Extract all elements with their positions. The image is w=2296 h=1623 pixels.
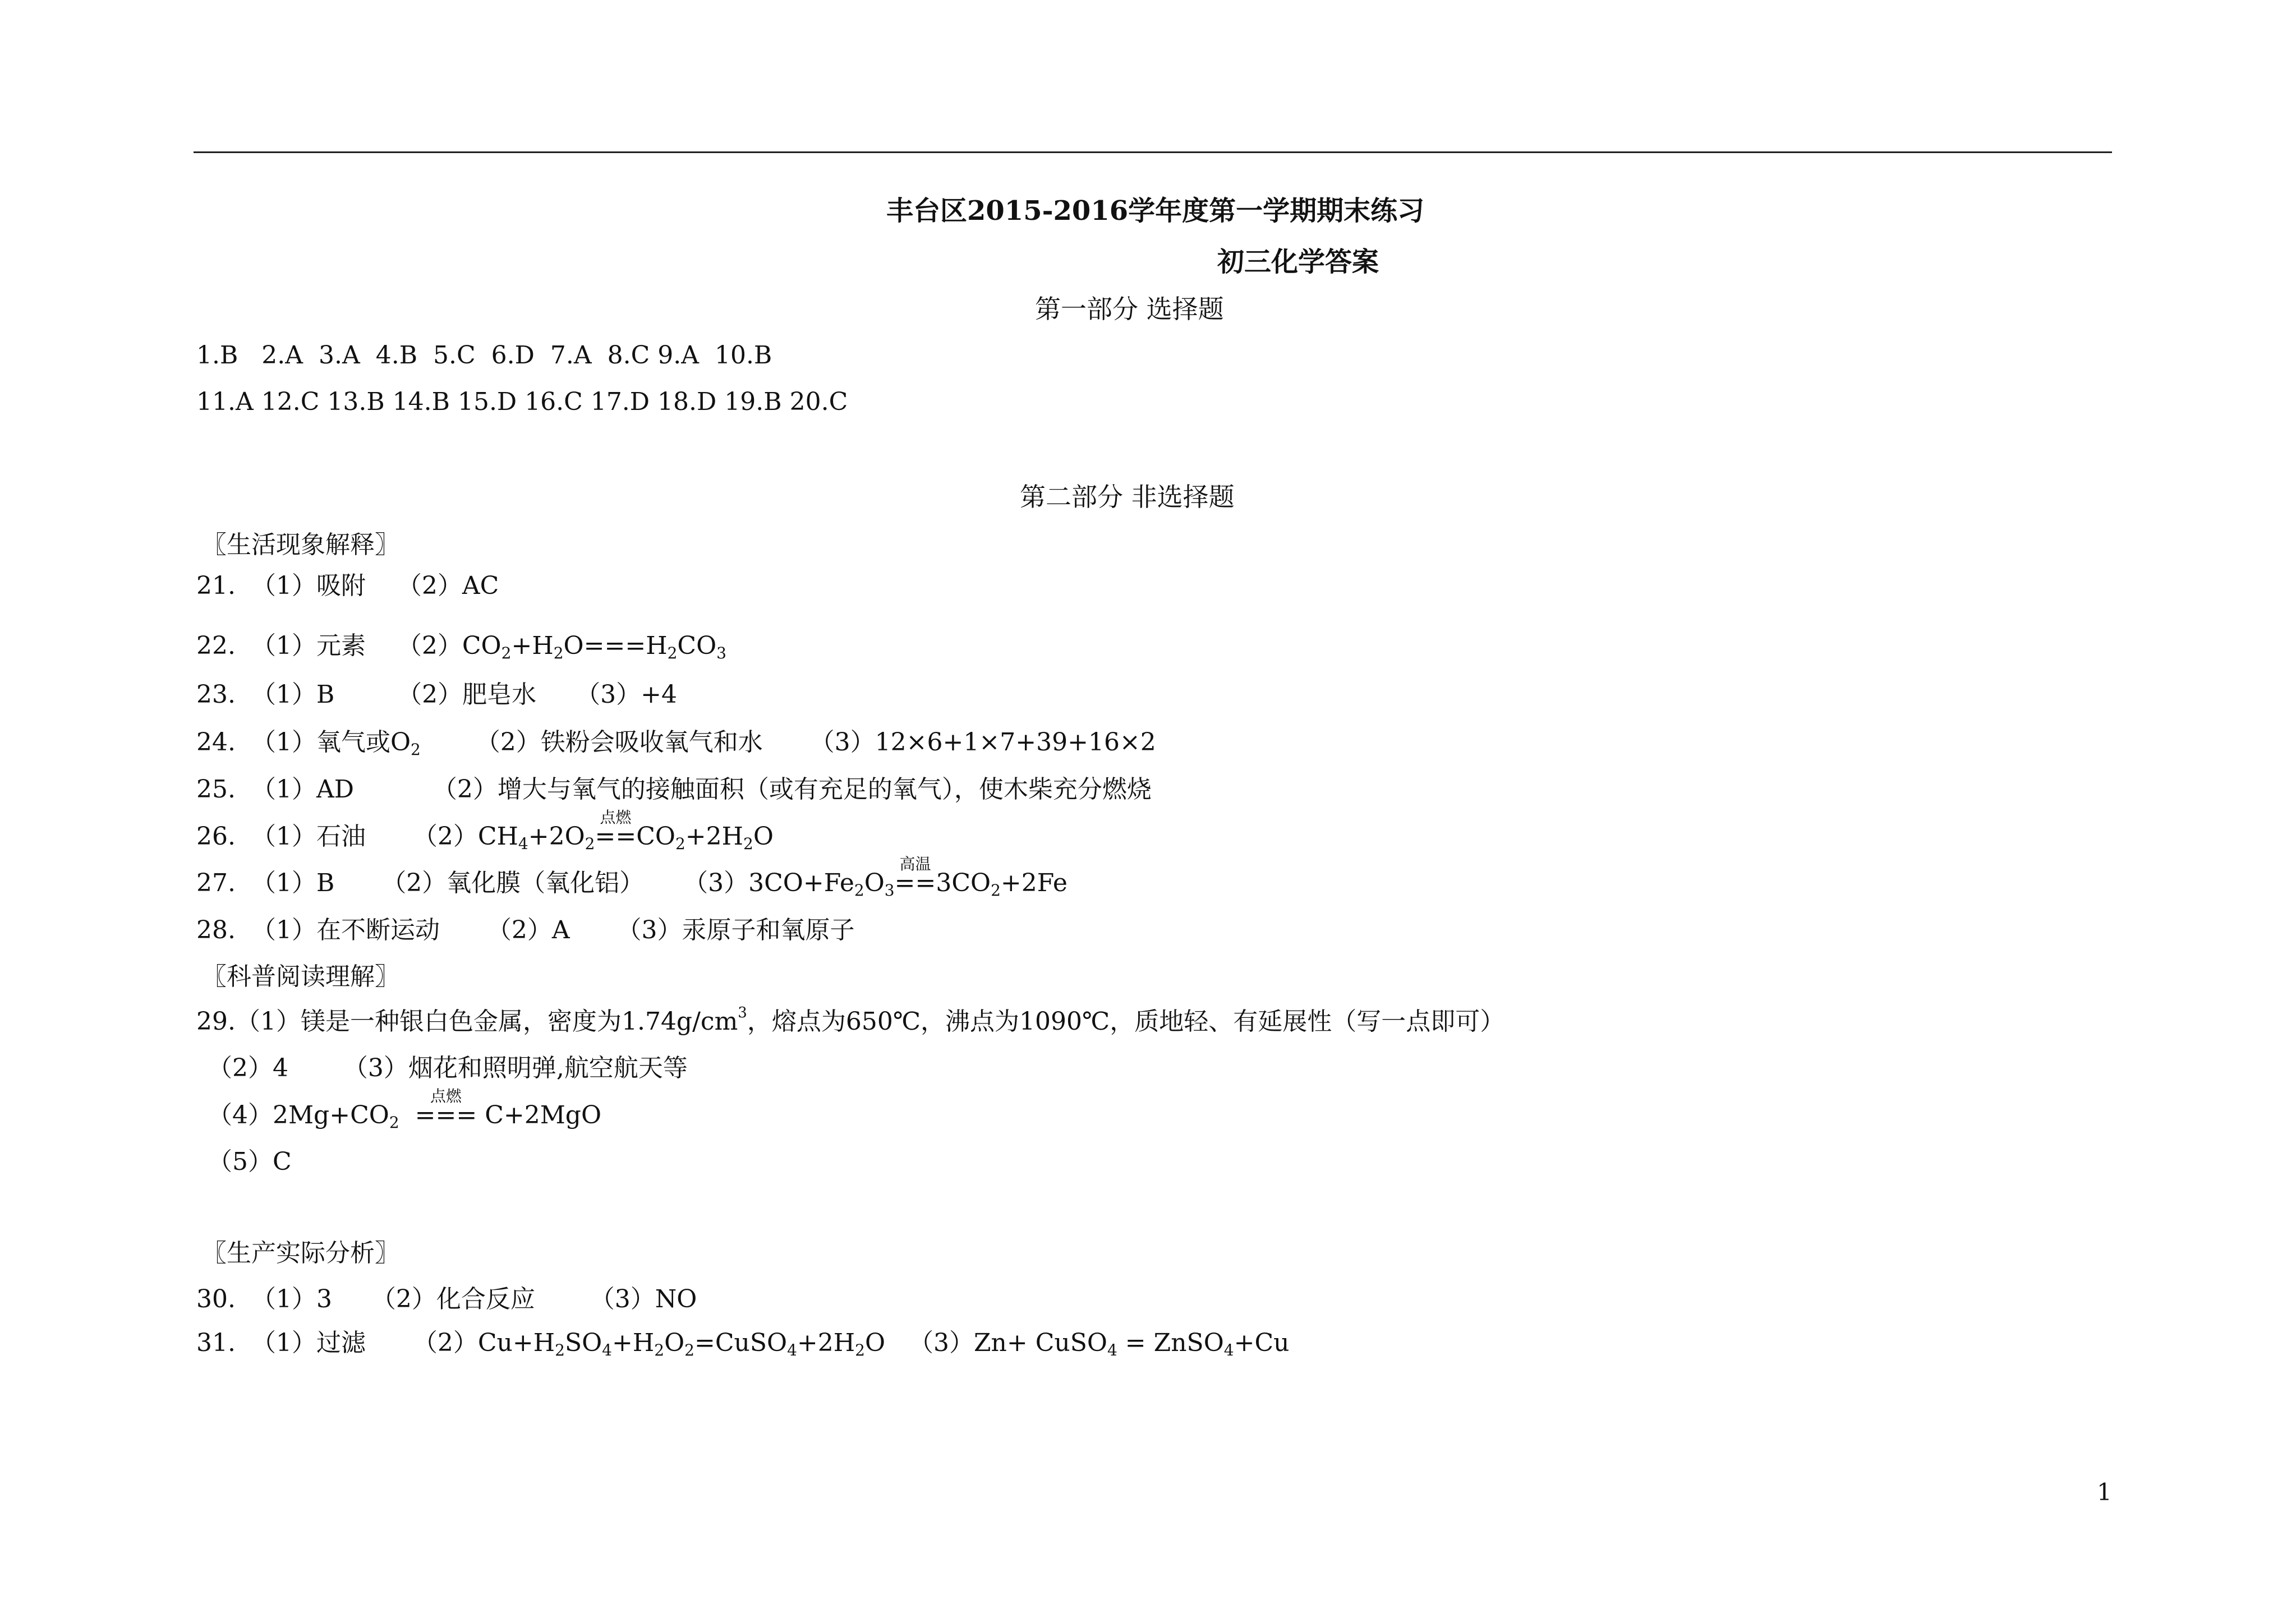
document-subtitle: 初三化学答案 xyxy=(1217,246,1379,278)
category-life-phenomena: 〖生活现象解释〗 xyxy=(202,531,399,559)
section-heading-part-one: 第一部分 选择题 xyxy=(1035,294,1224,324)
mc-answers-row-2: 11.A 12.C 13.B 14.B 15.D 16.C 17.D 18.D 19.B 20.C xyxy=(196,388,848,416)
answer-23: 23. （1）B （2）肥皂水 （3）+4 xyxy=(196,680,677,709)
section-heading-part-two: 第二部分 非选择题 xyxy=(1020,482,1235,512)
answer-31: 31. （1）过滤 $(2)Cu+H_2SO_4+H_2O_2=CuSO_4+2H_2O$ （3）Zn+ CuSO$_4$ = ZnSO$_4$+Cu xyxy=(196,1329,1290,1359)
answer-22: 22. （1）元素 $(2)CO_2+H_2O===H_2CO_3$ xyxy=(196,631,726,662)
document-title: 丰台区2015-2016学年度第一学期期末练习 xyxy=(886,195,1425,227)
top-rule xyxy=(194,151,2112,153)
answer-25: 25. （1）AD （2）增大与氧气的接触面积（或有充足的氧气），使木柴充分燃烧 xyxy=(196,775,1152,804)
answer-26: 26. （1）石油 $(2)CH_4+2O_2$ 点燃 $==CO_2+2H_2O$ xyxy=(196,808,774,853)
answer-29-part-5: （5）C xyxy=(208,1147,292,1176)
answer-30: 30. （1）3 （2）化合反应 （3）NO xyxy=(196,1285,697,1313)
answer-29-part-1: 29.（1）镁是一种银白色金属，密度为$1.74g/cm^3$，熔点为650℃，沸点为1090℃，质地轻、有延展性（写一点即可） xyxy=(196,1004,1505,1036)
answer-28: 28. （1）在不断运动 （2）A （3）汞原子和氧原子 xyxy=(196,916,855,944)
answer-29-part-2-3: （2）4 （3）烟花和照明弹,航空航天等 xyxy=(208,1054,688,1082)
answer-24: 24. （1）氧气或$O_2$ （2）铁粉会吸收氧气和水 （3）12×6+1×7+39+16×2 xyxy=(196,728,1156,759)
reaction-condition-ignite: 点燃 == xyxy=(595,808,637,851)
mc-answers-row-1: 1.B 2.A 3.A 4.B 5.C 6.D 7.A 8.C 9.A 10.B xyxy=(196,341,772,370)
page-number: 1 xyxy=(2097,1478,2112,1506)
category-production-analysis: 〖生产实际分析〗 xyxy=(202,1239,399,1267)
reaction-condition-ignite: 点燃 === xyxy=(415,1087,477,1129)
answer-27: 27. （1）B （2）氧化膜（氧化铝） $(3)3CO+Fe_2O_3$ 高温 $==3CO_2+2Fe$ xyxy=(196,855,1068,900)
answer-21: 21. （1）吸附 （2）AC xyxy=(196,571,499,600)
category-science-reading: 〖科普阅读理解〗 xyxy=(202,962,399,991)
answer-29-part-4: $(4)2Mg+CO_2$ 点燃 === C+2MgO xyxy=(208,1087,602,1132)
reaction-condition-high-temp: 高温 == xyxy=(894,855,936,897)
